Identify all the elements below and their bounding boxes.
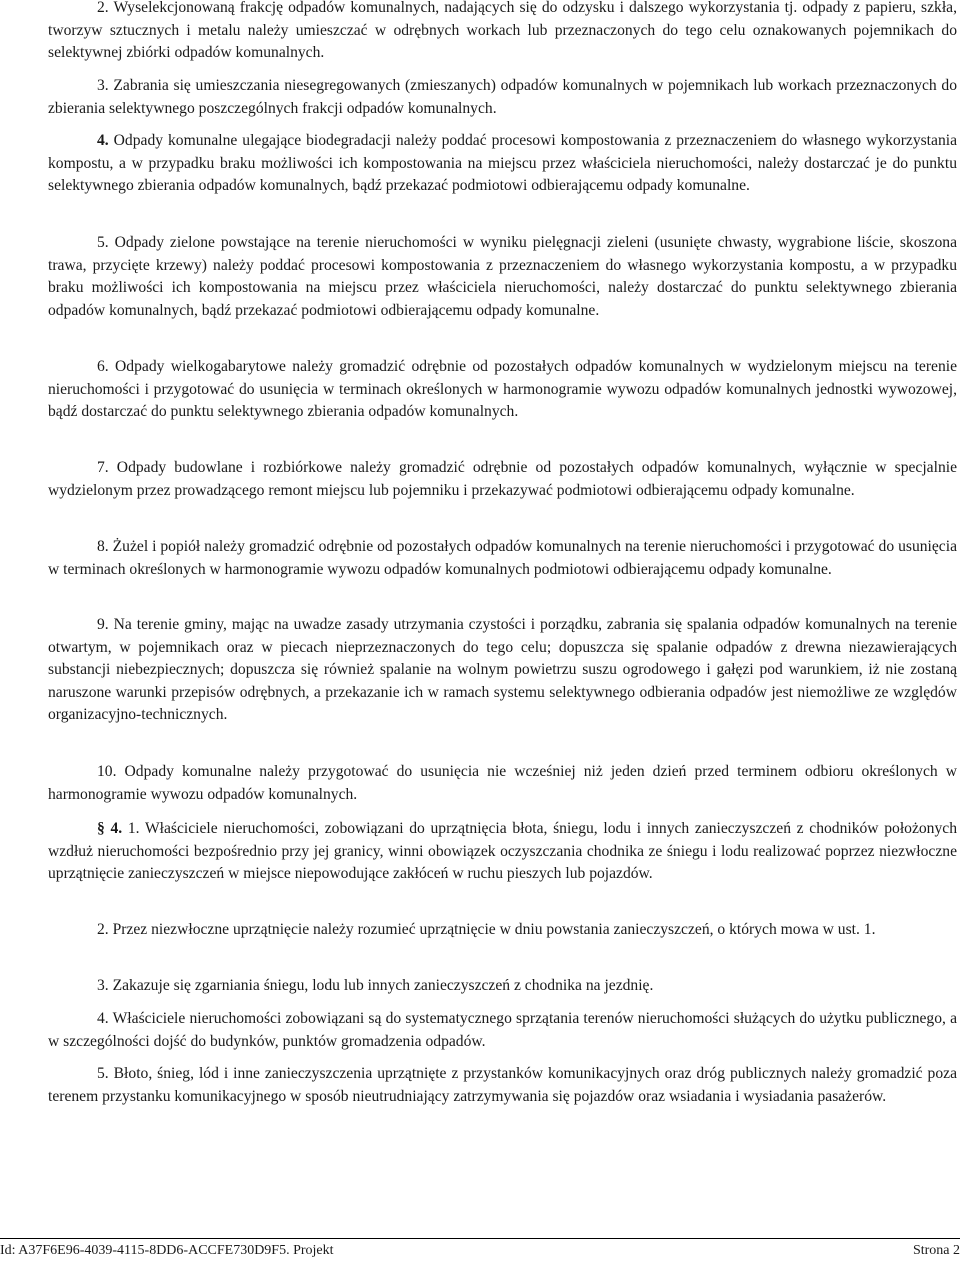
paragraph-number: 3.: [97, 977, 109, 994]
paragraph-text: Na terenie gminy, mając na uwadze zasady utrzymania czystości i porządku, zabrania się spalania odpadów komunalnych na terenie otwartym, w pojemnikach oraz w piecach nieprzeznaczonych do tego celu; dopuszcza się spalanie odpadów z drewna niezawierających substancji niebezpiecznych; dopuszcza się również spalanie na wolnym powietrzu suszu ogrodowego i gałęzi pod warunkiem, iż nie zostaną naruszone warunki przepisów odrębnych, a przekazanie ich w ramach systemu selektywnego odbierania odpadów jest niemożliwe ze względów organizacyjno-technicznych.: [48, 616, 957, 724]
section-mark: § 4.: [97, 820, 123, 837]
paragraph-text: Odpady zielone powstające na terenie nieruchomości w wyniku pielęgnacji zieleni (usunięte chwasty, wygrabione liście, skoszona trawa, przycięte krzewy) należy poddać procesowi kompostowania z przeznaczeniem do własnego wykorzystania kompostu, a w przypadku braku możliwości ich kompostowania na miejscu przez właściciela nieruchomości, należy dostarczać do punktu selektywnego zbierania odpadów komunalnych, bądź przekazać podmiotowi odbierającemu odpady komunalne.: [48, 234, 957, 319]
paragraph-number: 10.: [97, 763, 117, 780]
paragraph-text: Wyselekcjonowaną frakcję odpadów komunalnych, nadających się do odzysku i dalszego wykorzystania tj. odpady z papieru, szkła, tworzyw sztucznych i metalu należy umieszczać w odrębnych workach lub przeznaczonych do tego celu oznakowanych pojemnikach do selektywnej zbiórki odpadów komunalnych.: [48, 0, 957, 62]
paragraph-number: 4.: [97, 132, 109, 149]
paragraph-3: [48, 75, 957, 120]
paragraph-number: 8.: [97, 538, 109, 555]
section-4-paragraph-1: [48, 818, 957, 886]
paragraph-text: Zabrania się umieszczania niesegregowanych (zmieszanych) odpadów komunalnych w pojemnikach lub workach przeznaczonych do zbierania selektywnego poszczególnych frakcji odpadów komunalnych.: [48, 77, 957, 117]
paragraph-number: 2.: [97, 921, 109, 938]
section-4-paragraph-4: [48, 1008, 957, 1053]
paragraph-number: 9.: [97, 616, 109, 633]
paragraph-text: Błoto, śnieg, lód i inne zanieczyszczenia uprzątnięte z przystanków komunikacyjnych oraz dróg publicznych należy gromadzić poza terenem przystanku komunikacyjnego w sposób nieutrudniający zatrzymywania się pojazdów oraz wsiadania i wysiadania pasażerów.: [48, 1065, 957, 1105]
paragraph-number: 2.: [97, 0, 109, 16]
page-footer: [0, 1241, 960, 1261]
paragraph-text: Zakazuje się zgarniania śniegu, lodu lub innych zanieczyszczeń z chodnika na jezdnię.: [108, 977, 654, 994]
paragraph-number: 5.: [97, 234, 109, 251]
paragraph-4: [48, 130, 957, 198]
section-4-paragraph-3: [48, 975, 957, 998]
paragraph-5: [48, 232, 957, 322]
paragraph-number: 6.: [97, 358, 109, 375]
paragraph-text: Właściciele nieruchomości zobowiązani są do systematycznego sprzątania terenów nieruchomości służących do użytku publicznego, a w szczególności dojść do budynków, punktów gromadzenia odpadów.: [48, 1010, 957, 1050]
paragraph-7: [48, 457, 957, 502]
paragraph-number: 7.: [97, 459, 109, 476]
paragraph-text: Odpady budowlane i rozbiórkowe należy gromadzić odrębnie od pozostałych odpadów komunalnych, wyłącznie w specjalnie wydzielonym przez prowadzącego remont miejscu lub pojemniku i przekazywać podmiotowi odbierającemu odpady komunalne.: [48, 459, 957, 499]
paragraph-8: [48, 536, 957, 581]
paragraph-text: Żużel i popiół należy gromadzić odrębnie od pozostałych odpadów komunalnych na terenie nieruchomości i przygotować do usunięcia w terminach określonych w harmonogramie wywozu odpadów komunalnych podmiotowi odbierającemu odpady komunalne.: [48, 538, 957, 578]
paragraph-number: 5.: [97, 1065, 109, 1082]
paragraph-2: [48, 0, 957, 65]
section-4-paragraph-2: [48, 919, 957, 942]
paragraph-text: Właściciele nieruchomości, zobowiązani do uprzątnięcia błota, śniegu, lodu i innych zanieczyszczeń z chodników położonych wzdłuż nieruchomości bezpośrednio przy jej granicy, winni obowiązek oczyszczania chodnika ze śniegu i lodu realizować poprzez niezwłoczne uprzątnięcie zanieczyszczeń w miejsce niepowodujące zakłóceń w ruchu pieszych lub pojazdów.: [48, 820, 957, 883]
paragraph-number: 3.: [97, 77, 109, 94]
footer-divider: [0, 1238, 960, 1239]
paragraph-6: [48, 356, 957, 424]
paragraph-text: Odpady wielkogabarytowe należy gromadzić odrębnie od pozostałych odpadów komunalnych w wydzielonym miejscu na terenie nieruchomości i przygotować do usunięcia w terminach określonych w harmonogramie wywozu odpadów komunalnych jednostki wywozowej, bądź dostarczać do punktu selektywnego zbierania odpadów komunalnych.: [48, 358, 957, 421]
paragraph-text: Przez niezwłoczne uprzątnięcie należy rozumieć uprzątnięcie w dniu powstania zanieczyszczeń, o których mowa w ust. 1.: [108, 921, 876, 938]
page-number: Strona 2: [912, 1243, 960, 1258]
paragraph-text: Odpady komunalne ulegające biodegradacji należy poddać procesowi kompostowania z przeznaczeniem do własnego wykorzystania kompostu, a w przypadku braku możliwości ich kompostowania na miejscu przez właściciela nieruchomości, należy dostarczać je do punktu selektywnego zbierania odpadów komunalnych, bądź przekazać podmiotowi odbierającemu odpady komunalne.: [48, 132, 957, 195]
paragraph-number: 4.: [97, 1010, 109, 1027]
section-4-paragraph-5: [48, 1063, 957, 1108]
paragraph-9: [48, 614, 957, 727]
paragraph-text: Odpady komunalne należy przygotować do usunięcia nie wcześniej niż jeden dzień przed terminem odbioru określonych w harmonogramie wywozu odpadów komunalnych.: [48, 763, 957, 803]
paragraph-number: 1.: [122, 820, 140, 837]
document-id: Id: A37F6E96-4039-4115-8DD6-ACCFE730D9F5. Projekt: [0, 1243, 334, 1258]
paragraph-10: [48, 761, 957, 806]
